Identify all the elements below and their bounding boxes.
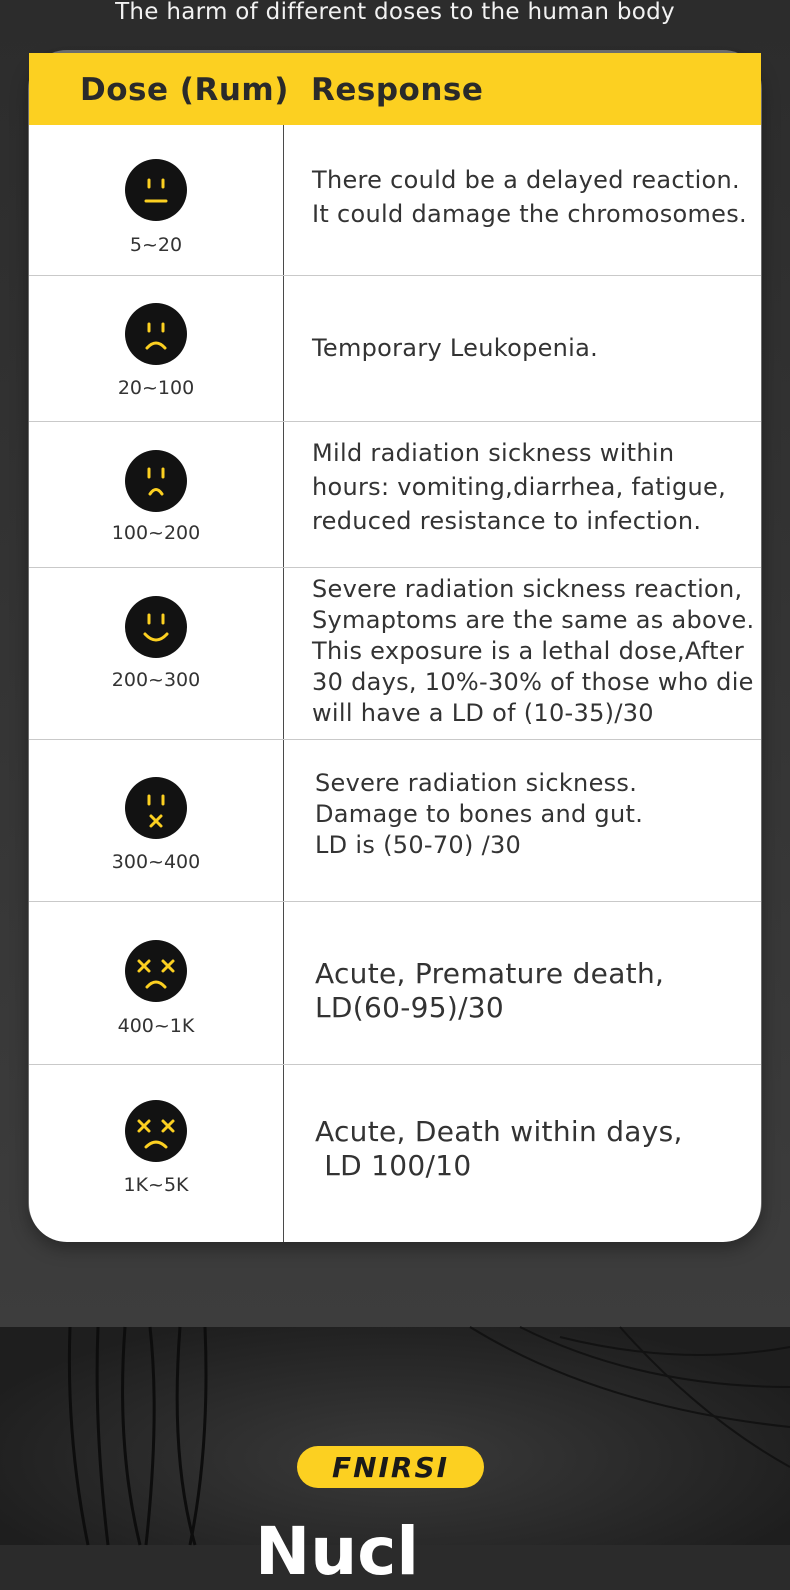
table-row bbox=[29, 567, 761, 740]
wavy-mouth-face-icon bbox=[125, 596, 187, 658]
dose-value: 200~300 bbox=[111, 669, 201, 691]
header-dose: Dose (Rum) bbox=[80, 72, 289, 108]
table-row bbox=[29, 1064, 761, 1243]
frown-face-icon bbox=[125, 303, 187, 365]
neutral-face-icon bbox=[125, 159, 187, 221]
dose-value: 5~20 bbox=[129, 234, 183, 256]
dose-value: 300~400 bbox=[111, 851, 201, 873]
dose-value: 100~200 bbox=[111, 522, 201, 544]
small-frown-face-icon bbox=[125, 450, 187, 512]
table-row bbox=[29, 901, 761, 1065]
dose-value: 1K~5K bbox=[123, 1174, 189, 1196]
logo-text: FNIRSI bbox=[331, 1450, 450, 1484]
page-title: The harm of different doses to the human body bbox=[115, 0, 675, 25]
cross-mouth-face-icon bbox=[125, 777, 187, 839]
x-eyes-face-icon bbox=[125, 940, 187, 1002]
dose-table-card bbox=[29, 53, 761, 1242]
response-text: There could be a delayed reaction. It could damage the chromosomes. bbox=[312, 166, 747, 228]
brand-logo bbox=[297, 1446, 484, 1488]
table-row bbox=[29, 739, 761, 902]
response-text: Acute, Death within days, LD 100/10 bbox=[315, 1115, 683, 1182]
dose-value: 20~100 bbox=[117, 377, 195, 399]
header-response: Response bbox=[311, 72, 484, 108]
next-section-heading: Nucl bbox=[255, 1513, 419, 1590]
table-header bbox=[29, 53, 761, 125]
response-text: Severe radiation sickness. Damage to bones and gut. LD is (50-70) /30 bbox=[315, 769, 644, 859]
table-row bbox=[29, 275, 761, 422]
response-text: Mild radiation sickness within hours: vomiting,diarrhea, fatigue, reduced resistance to infection. bbox=[312, 439, 726, 535]
response-text: Temporary Leukopenia. bbox=[312, 334, 599, 362]
table-row bbox=[29, 421, 761, 568]
dose-value: 400~1K bbox=[117, 1015, 195, 1037]
table-row bbox=[29, 125, 761, 275]
response-text: Acute, Premature death, LD(60-95)/30 bbox=[315, 957, 665, 1024]
brand-section bbox=[0, 1327, 790, 1590]
x-eyes-angry-face-icon bbox=[125, 1100, 187, 1162]
response-text: Severe radiation sickness reaction, Symaptoms are the same as above. This exposure is a lethal dose,After 30 days, 10%-30% of those who die will have a LD of (10-35)/30 bbox=[312, 575, 755, 727]
